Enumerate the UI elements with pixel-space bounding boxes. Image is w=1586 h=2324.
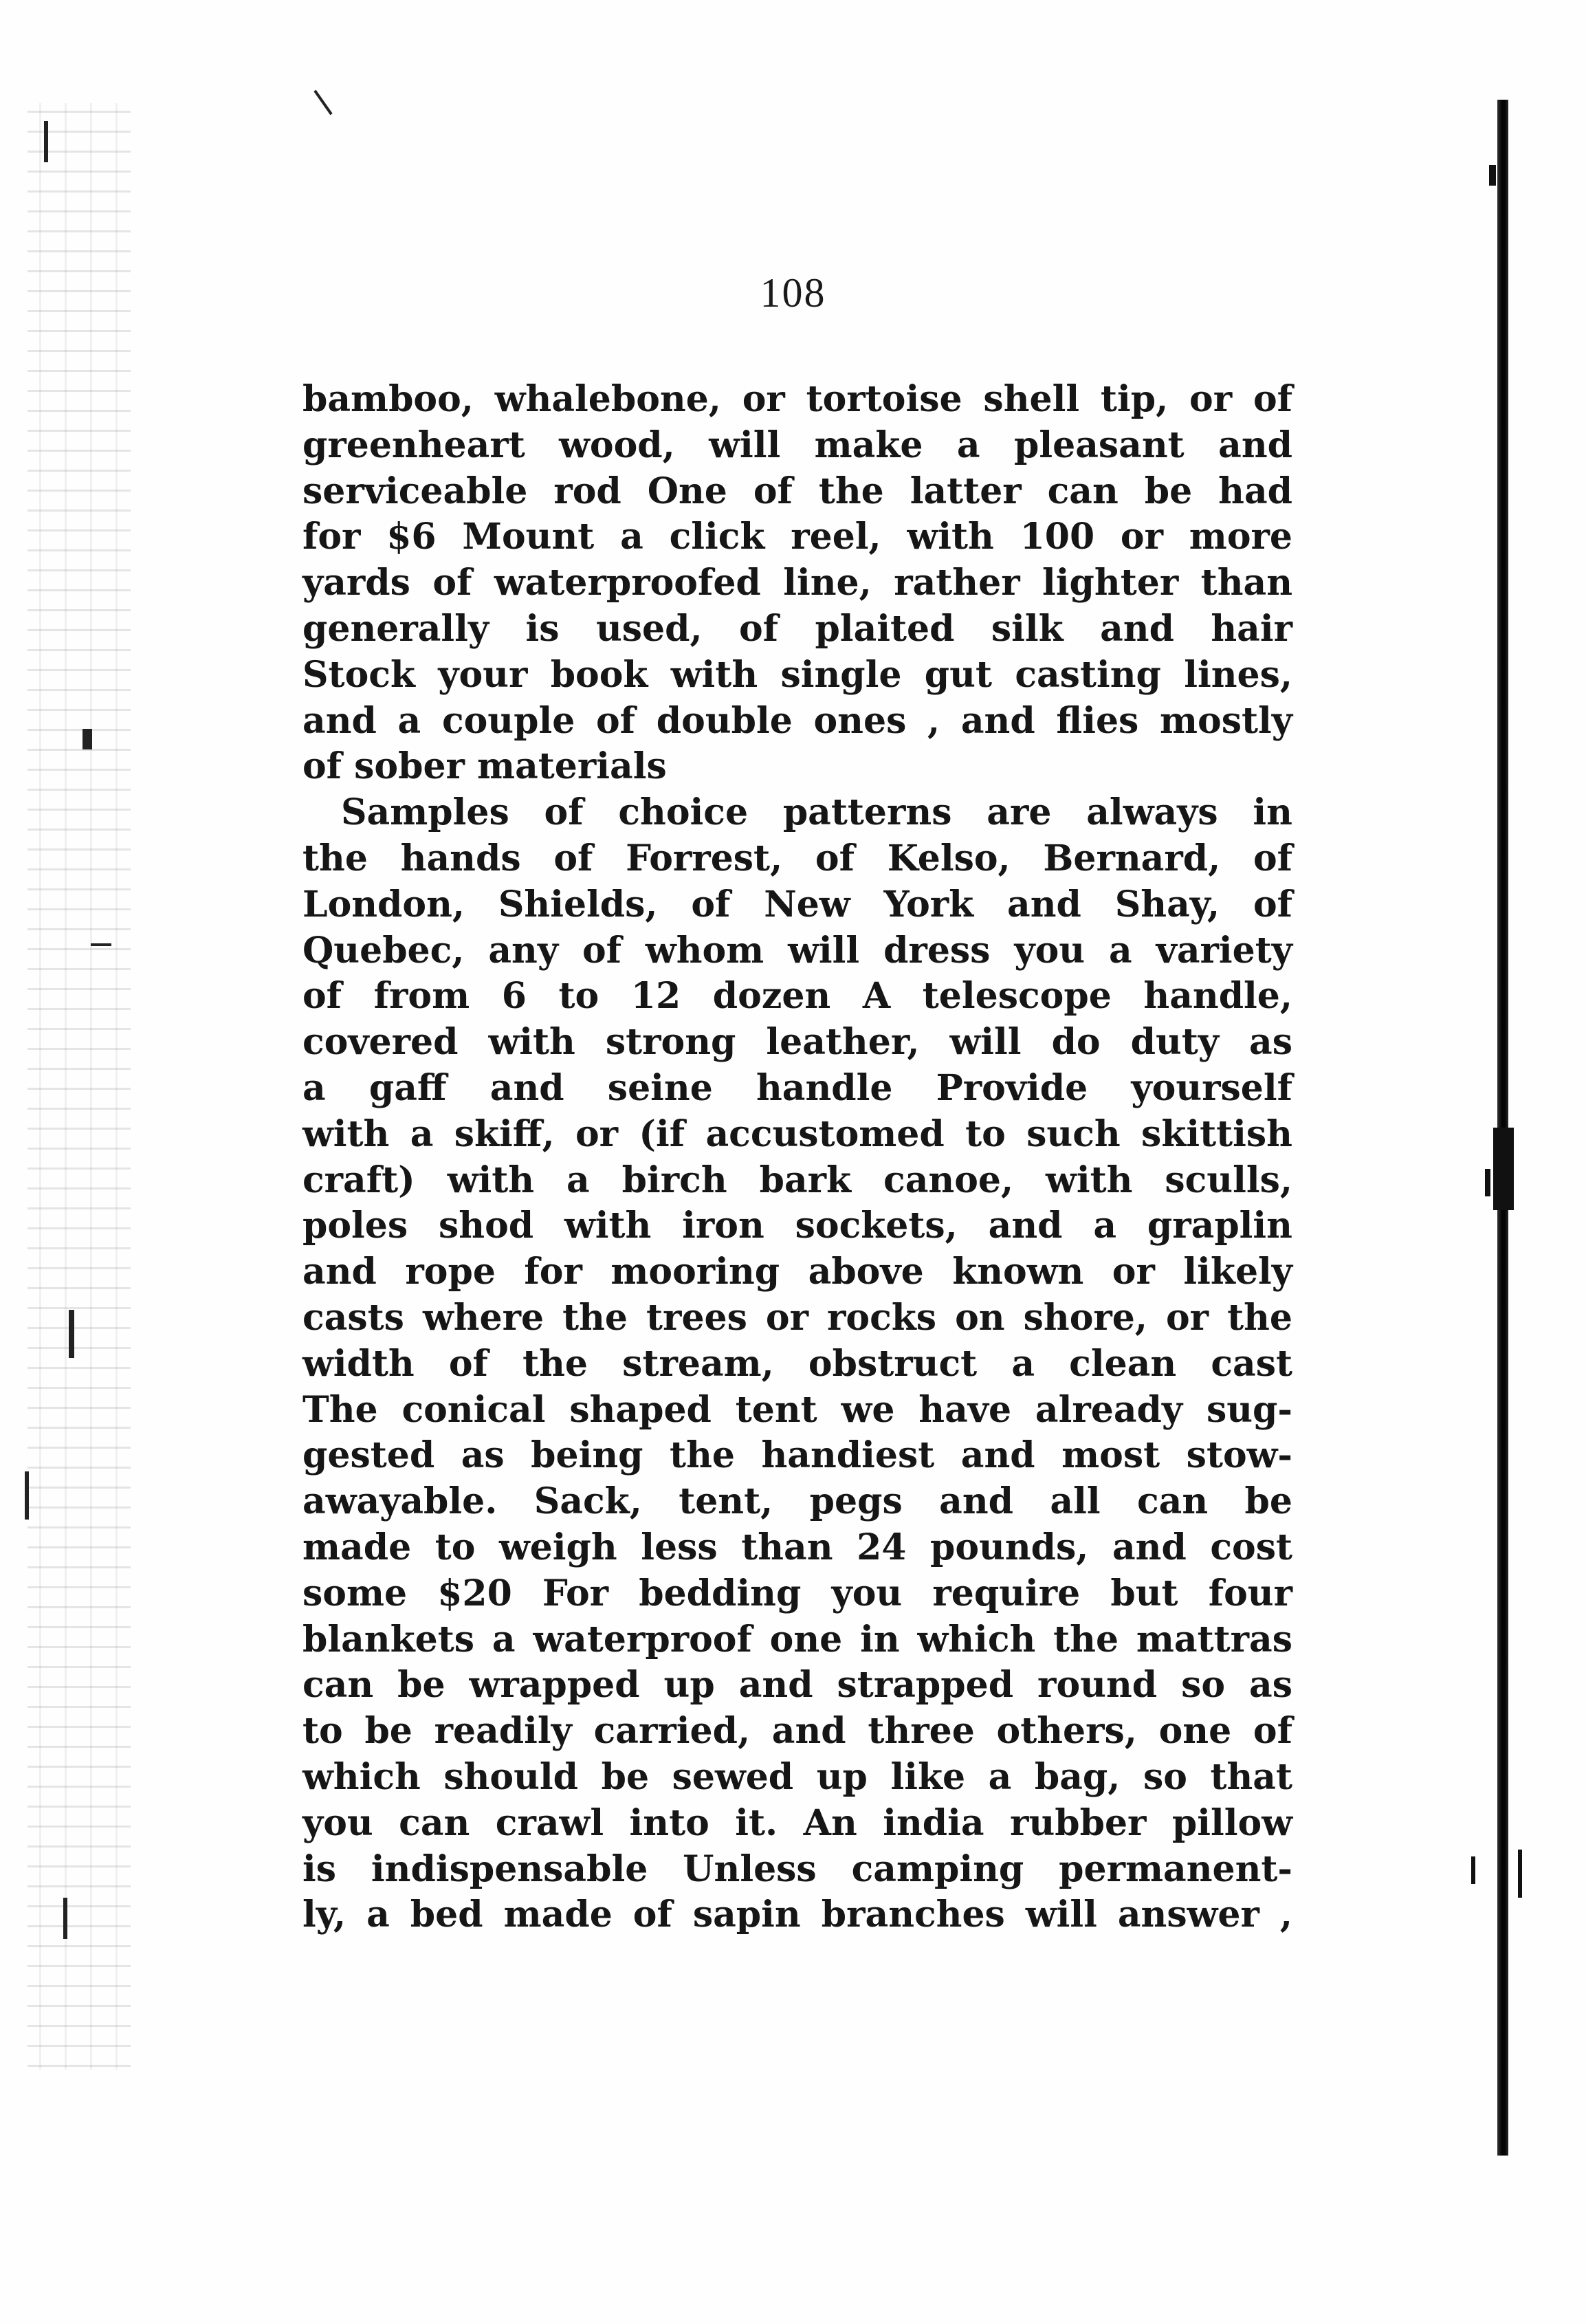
text-line: awayable. Sack, tent, pegs and all can be — [302, 1480, 1292, 1523]
scan-gutter-noise — [27, 103, 131, 2070]
text-line: with a skiff, or (if accustomed to such skittish — [302, 1112, 1292, 1155]
text-line: for $6 Mount a click reel, with 100 or more — [302, 516, 1292, 558]
text-line: yards of waterproofed line, rather lighter than — [302, 562, 1292, 604]
text-line: Quebec, any of whom will dress you a variety — [302, 929, 1292, 972]
text-line: made to weigh less than 24 pounds, and cost — [302, 1526, 1292, 1568]
text-line: of sober materials — [302, 745, 667, 788]
spine-notch — [1471, 1856, 1475, 1884]
body-text — [302, 377, 1292, 1938]
text-line: of from 6 to 12 dozen A telescope handle, — [302, 975, 1292, 1018]
gutter-mark — [44, 121, 48, 162]
text-line: bamboo, whalebone, or tortoise shell tip, or of — [302, 378, 1292, 420]
scan-tick-mark — [313, 90, 332, 116]
text-line: generally is used, of plaited silk and hair — [302, 607, 1292, 650]
text-line: some $20 For bedding you require but four — [302, 1572, 1292, 1614]
text-line: gested as being the handiest and most stow- — [302, 1434, 1292, 1477]
text-line: poles shod with iron sockets, and a graplin — [302, 1205, 1292, 1247]
text-line: London, Shields, of New York and Shay, of — [302, 883, 1292, 925]
text-line: blankets a waterproof one in which the mattras — [302, 1618, 1292, 1660]
text-line: which should be sewed up like a bag, so that — [302, 1755, 1292, 1798]
text-line: to be readily carried, and three others, one of — [302, 1710, 1292, 1753]
spine-notch — [1493, 1128, 1514, 1210]
text-line: you can crawl into it. An india rubber pillow — [302, 1801, 1292, 1844]
text-line: Samples of choice patterns are always in — [341, 791, 1292, 834]
gutter-mark — [91, 943, 111, 946]
text-line: and a couple of double ones , and flies mostly — [302, 699, 1292, 742]
text-line: Stock your book with single gut casting lines, — [302, 653, 1292, 696]
page-number: 108 — [760, 270, 826, 316]
text-line: craft) with a birch bark canoe, with sculls, — [302, 1159, 1292, 1201]
spine-notch — [1518, 1850, 1522, 1898]
spine-notch — [1489, 165, 1496, 186]
gutter-mark — [82, 729, 92, 749]
gutter-mark — [63, 1898, 67, 1939]
text-line: casts where the trees or rocks on shore, or the — [302, 1296, 1292, 1339]
text-line: serviceable rod One of the latter can be had — [302, 470, 1292, 512]
spine-notch — [1485, 1169, 1490, 1196]
text-line: width of the stream, obstruct a clean cast — [302, 1342, 1292, 1385]
text-line: greenheart wood, will make a pleasant and — [302, 424, 1292, 466]
text-line: a gaff and seine handle Provide yourself — [302, 1066, 1292, 1109]
text-line: ly, a bed made of sapin branches will answer , — [302, 1894, 1292, 1936]
text-line: is indispensable Unless camping permanent- — [302, 1848, 1292, 1890]
text-line: and rope for mooring above known or likely — [302, 1251, 1292, 1293]
text-line: covered with strong leather, will do duty as — [302, 1021, 1292, 1064]
text-line: The conical shaped tent we have already sug- — [302, 1388, 1292, 1431]
gutter-mark — [25, 1471, 29, 1520]
text-line: the hands of Forrest, of Kelso, Bernard, of — [302, 837, 1292, 879]
gutter-mark — [69, 1310, 74, 1358]
text-line: can be wrapped up and strapped round so as — [302, 1664, 1292, 1707]
